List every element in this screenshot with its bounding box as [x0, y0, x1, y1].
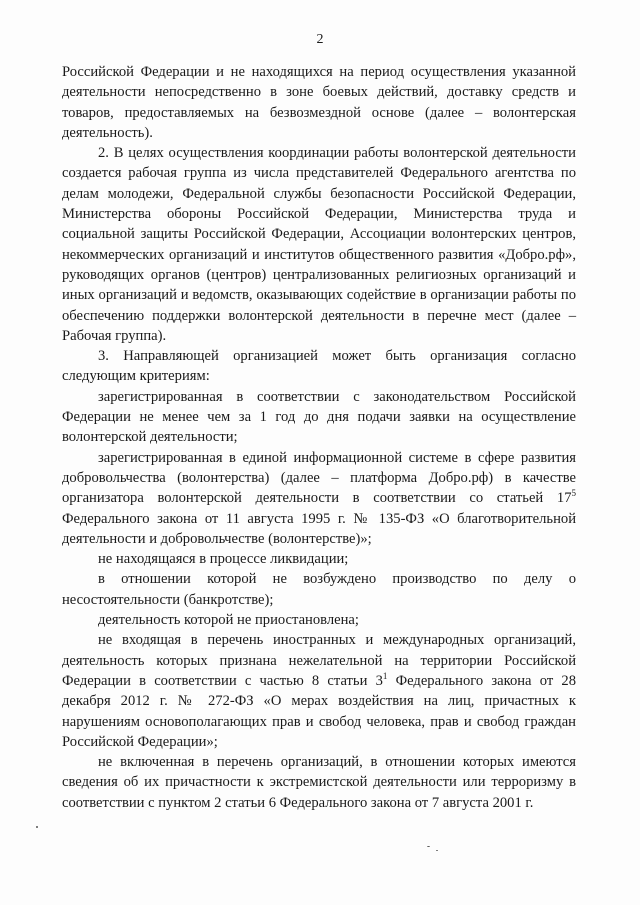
footnote-ref: 5	[571, 488, 576, 499]
paragraph-continuation: Российской Федерации и не находящихся на период осуществления указанной деятельности непосредственно в зоне боевых действий, доставку средств и товаров, предоставляемых на безвозмездной основе (далее – волонтерская деятельность).	[62, 64, 576, 141]
criterion-platform-text: зарегистрированная в единой информационной системе в сфере развития добровольчества (волонтерства) (далее – платформа Добро.рф) в качестве организатора волонтерской деятельности в соответствии со статьей 17	[62, 449, 576, 507]
criterion-undesirable-text-cont: Федерального закона от 28 декабря 2012 г. № 272-ФЗ «О мерах воздействия на лиц, причастных к нарушениям основополагающих прав и свобод человека, прав и свобод граждан Российской Федерации»;	[62, 672, 576, 750]
criterion-not-undesirable	[62, 630, 576, 752]
criterion-not-liquidating: не находящаяся в процессе ликвидации;	[98, 551, 349, 568]
criterion-platform-text-cont: Федерального закона от 11 августа 1995 г. № 135-ФЗ «О благотворительной деятельности и добровольчестве (волонтерстве)»;	[62, 510, 576, 547]
criterion-not-suspended: деятельность которой не приостановлена;	[98, 612, 359, 629]
paragraph-item-3: 3. Направляющей организацией может быть организация согласно следующим критериям:	[62, 348, 576, 385]
page-number: 2	[316, 32, 324, 47]
criterion-undesirable-text: не входящая в перечень иностранных и международных организаций, деятельность которых признана нежелательной на территории Российской Федерации в соответствии с частью 8 статьи 3	[62, 632, 576, 689]
paragraph-item-2: 2. В целях осуществления координации работы волонтерской деятельности создается рабочая группа из числа представителей Федерального агентства по делам молодежи, Федеральной службы безопасности Российской Федерации, Министерства обороны Российской Федерации, Министерства труда и социальной защиты Российской Федерации, Ассоциации волонтерских центров, некоммерческих организаций и институтов общественного развития «Добро.рф», руководящих органов (центров) централизованных религиозных организаций и иных организаций и ведомств, оказывающих содействие в организации работы по обеспечению поддержки волонтерской деятельности в перечне мест (далее – Рабочая группа).	[62, 145, 576, 344]
scan-speck	[427, 846, 430, 847]
scan-speck	[436, 850, 438, 851]
footnote-ref: 1	[382, 670, 388, 681]
criterion-registered: зарегистрированная в соответствии с законодательством Российской Федерации не менее чем за 1 год до дня подачи заявки на осуществление волонтерской деятельности;	[62, 388, 576, 446]
criterion-not-bankrupt: в отношении которой не возбуждено производство по делу о несостоятельности (банкротстве);	[62, 571, 576, 608]
criterion-platform	[62, 448, 576, 549]
criterion-not-extremist: не включенная в перечень организаций, в отношении которых имеются сведения об их причастности к экстремистской деятельности или терроризму в соответствии с пунктом 2 статьи 6 Федерального закона от 7 августа 2001 г.	[62, 754, 576, 811]
scan-speck	[36, 826, 38, 828]
body-text	[62, 62, 576, 813]
